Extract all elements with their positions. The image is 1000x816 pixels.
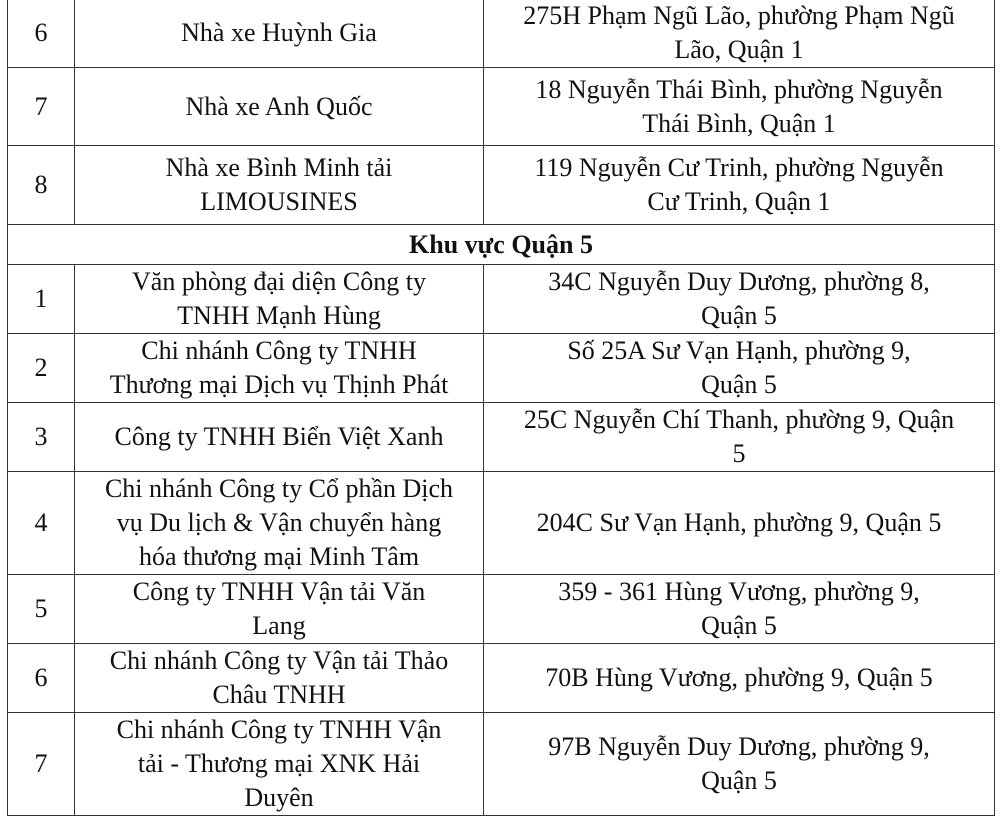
address-line: Quận 5: [701, 301, 777, 330]
bus-operators-table: [7, 0, 995, 816]
operator-address: [484, 265, 995, 334]
section-header-row: [8, 225, 995, 265]
address-line: 275H Phạm Ngũ Lão, phường Phạm Ngũ: [523, 1, 955, 30]
address-line: Lão, Quận 1: [674, 35, 804, 64]
operator-name: [75, 265, 484, 334]
name-line: Nhà xe Anh Quốc: [185, 91, 373, 121]
address-line: 18 Nguyễn Thái Bình, phường Nguyễn: [535, 74, 943, 104]
operator-address: [484, 644, 995, 713]
name-line: Duyên: [244, 783, 314, 812]
name-line: hóa thương mại Minh Tâm: [138, 542, 420, 571]
address-line: Cư Trinh, Quận 1: [647, 187, 831, 216]
operator-address: [484, 713, 995, 816]
name-line: Văn phòng đại diện Công ty: [132, 267, 426, 296]
table-row: [8, 334, 995, 403]
name-line: Công ty TNHH Biển Việt Xanh: [114, 422, 444, 451]
row-number: 6: [8, 0, 75, 68]
operator-address: [484, 68, 995, 146]
operator-name: [75, 472, 484, 575]
operator-name: [75, 644, 484, 713]
name-line: Chi nhánh Công ty Vận tải Thảo: [109, 646, 449, 675]
operator-address: [484, 575, 995, 644]
operator-name: [75, 575, 484, 644]
name-line: Châu TNHH: [212, 680, 346, 709]
address-line: 25C Nguyễn Chí Thanh, phường 9, Quận: [523, 405, 955, 434]
operator-address: [484, 0, 995, 68]
operator-name: [75, 146, 484, 225]
address-line: Số 25A Sư Vạn Hạnh, phường 9,: [567, 336, 911, 365]
table-row: [8, 0, 995, 68]
operator-address: [484, 334, 995, 403]
operator-address: [484, 146, 995, 225]
address-line: 359 - 361 Hùng Vương, phường 9,: [558, 577, 920, 606]
address-line: Quận 5: [701, 766, 777, 795]
row-number: 4: [8, 472, 75, 575]
row-number: 1: [8, 265, 75, 334]
name-line: tải - Thương mại XNK Hải: [137, 749, 421, 778]
operator-address: [484, 403, 995, 472]
row-number: 6: [8, 644, 75, 713]
name-line: Lang: [252, 611, 306, 640]
address-line: Quận 5: [701, 370, 777, 399]
name-line: Công ty TNHH Vận tải Văn: [132, 577, 426, 606]
address-line: Quận 5: [701, 611, 777, 640]
name-line: Nhà xe Huỳnh Gia: [181, 18, 377, 47]
table-row: [8, 403, 995, 472]
name-line: Chi nhánh Công ty Cổ phần Dịch: [104, 474, 454, 503]
table-row: [8, 575, 995, 644]
row-number: 7: [8, 713, 75, 816]
section-title: Khu vực Quận 5: [8, 225, 995, 265]
operator-name: [75, 68, 484, 146]
row-number: 8: [8, 146, 75, 225]
address-line: 204C Sư Vạn Hạnh, phường 9, Quận 5: [536, 508, 942, 537]
operator-name: [75, 334, 484, 403]
table-row: [8, 265, 995, 334]
name-line: LIMOUSINES: [200, 187, 358, 216]
name-line: Chi nhánh Công ty TNHH Vận: [116, 715, 442, 744]
table-row: [8, 146, 995, 225]
operator-name: [75, 403, 484, 472]
address-line: 34C Nguyễn Duy Dương, phường 8,: [548, 267, 930, 296]
row-number: 3: [8, 403, 75, 472]
table-row: [8, 713, 995, 816]
address-line: 5: [732, 439, 746, 468]
table-row: [8, 68, 995, 146]
row-number: 2: [8, 334, 75, 403]
operator-name: [75, 0, 484, 68]
address-line: 97B Nguyễn Duy Dương, phường 9,: [548, 732, 930, 761]
address-line: Thái Bình, Quận 1: [642, 108, 836, 138]
table-row: [8, 472, 995, 575]
address-line: 70B Hùng Vương, phường 9, Quận 5: [545, 663, 933, 692]
name-line: vụ Du lịch & Vận chuyển hàng: [116, 508, 442, 537]
name-line: Chi nhánh Công ty TNHH: [141, 336, 417, 365]
row-number: 5: [8, 575, 75, 644]
operator-name: [75, 713, 484, 816]
name-line: TNHH Mạnh Hùng: [177, 301, 381, 330]
name-line: Thương mại Dịch vụ Thịnh Phát: [109, 370, 449, 399]
address-line: 119 Nguyễn Cư Trinh, phường Nguyễn: [534, 153, 944, 182]
name-line: Nhà xe Bình Minh tải: [165, 153, 393, 182]
operator-address: [484, 472, 995, 575]
row-number: 7: [8, 68, 75, 146]
table-row: [8, 644, 995, 713]
